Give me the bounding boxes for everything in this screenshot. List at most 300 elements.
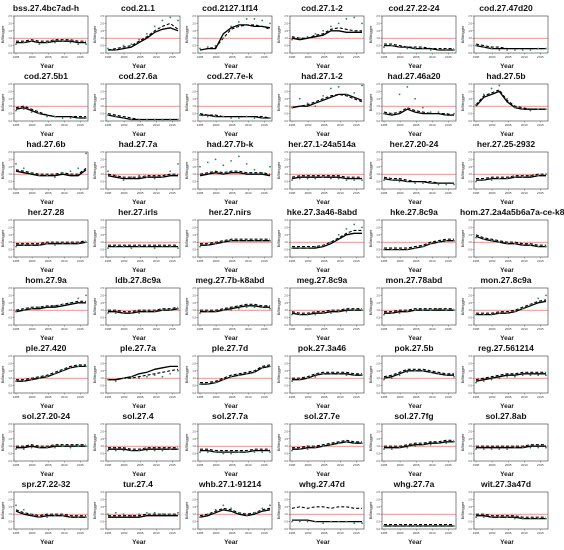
chart-panel [92,139,184,207]
observed-point [522,108,524,110]
observed-point [475,516,477,518]
y-axis-label: B/Btrigger [0,161,5,180]
y-axis-label: B/Btrigger [184,365,189,384]
plot-frame [198,424,272,461]
x-tick-label: 2010 [520,395,528,399]
observed-point [414,182,416,184]
observed-point [222,379,224,381]
x-tick-label: 2005 [320,531,328,535]
observed-point [383,179,385,181]
observed-point [545,374,547,376]
x-tick-label: 2000 [396,259,404,263]
y-tick-label: 1.0 [8,105,12,109]
chart-panel [368,411,460,479]
observed-point [445,49,447,51]
x-tick-label: 2015 [77,327,84,331]
x-tick-label: 2005 [136,55,144,59]
y-tick-label: 1.5 [468,301,472,305]
x-tick-label: 2005 [136,463,144,467]
observed-point [115,246,117,248]
observed-point [537,175,539,177]
observed-point [162,20,164,22]
y-tick-label: 0.0 [376,256,380,259]
x-tick-label: 1995 [288,327,296,331]
y-tick-label: 0.5 [192,316,196,320]
x-tick-label: 2010 [520,531,528,535]
observed-point [307,247,309,249]
y-tick-label: 0.5 [468,112,472,116]
x-tick-label: 1995 [288,531,296,535]
y-tick-label: 1.5 [284,301,288,305]
x-tick-label: 2000 [212,259,220,263]
observed-point [361,522,363,524]
observed-point [475,448,477,450]
x-tick-label: 2000 [304,463,312,467]
y-tick-label: 1.5 [8,97,12,101]
x-tick-label: 2015 [261,191,268,195]
y-tick-label: 2.5 [100,355,104,358]
y-tick-label: 2.5 [100,287,104,290]
observed-point [475,314,477,316]
x-tick-label: 2000 [304,395,312,399]
panel-title: her.27.nirs [208,207,252,217]
y-tick-label: 0.5 [468,248,472,252]
observed-point [346,18,348,20]
chart-panel [460,3,552,71]
x-tick-label: 2015 [261,327,268,331]
observed-point [207,451,209,453]
y-axis-label: B/Btrigger [460,229,465,248]
observed-point [391,113,393,115]
panel-title: meg.27.7b-k8abd [195,275,265,285]
observed-point [70,302,72,304]
y-tick-label: 1.5 [192,301,196,305]
observed-point [177,20,179,22]
observed-point [299,37,301,39]
y-tick-label: 0.0 [8,188,12,191]
y-tick-label: 1.5 [468,505,472,509]
y-tick-label: 0.5 [376,180,380,184]
x-tick-label: 2005 [228,55,236,59]
x-axis-label: Year [40,539,54,546]
observed-point [514,376,516,378]
observed-point [453,49,455,51]
y-tick-label: 0.0 [284,188,288,191]
observed-point [215,451,217,453]
x-tick-label: 2000 [304,531,312,535]
x-tick-label: 2015 [537,191,544,195]
x-tick-label: 2010 [520,55,528,59]
x-axis-label: Year [316,403,330,410]
observed-point [530,244,532,246]
x-tick-label: 2000 [212,123,220,127]
y-tick-label: 0.0 [192,460,196,463]
x-tick-label: 2005 [320,463,328,467]
y-tick-label: 0.5 [468,180,472,184]
observed-point [230,25,232,27]
observed-point [399,374,401,376]
observed-point [322,373,324,375]
y-tick-label: 0.0 [100,120,104,123]
y-tick-label: 1.5 [376,505,380,509]
panel-title: ple.27.7d [211,343,249,353]
plot-area [368,149,460,207]
observed-point [169,309,171,311]
observed-point [430,243,432,245]
y-tick-label: 1.0 [284,241,288,245]
observed-point [130,515,132,517]
observed-point [498,241,500,243]
panel-title: cod.27.7e-k [206,71,254,81]
chart-panel [92,343,184,411]
observed-point [62,303,64,305]
observed-point [383,46,385,48]
y-tick-label: 0.5 [468,452,472,456]
x-tick-label: 2010 [336,191,344,195]
observed-point [123,45,125,47]
panel-title: meg.27.8c9a [296,275,348,285]
observed-point [177,512,179,514]
observed-point [483,516,485,518]
plot-frame [290,220,364,257]
y-tick-label: 2.5 [284,287,288,290]
observed-point [54,305,56,307]
observed-point [422,246,424,248]
y-tick-label: 0.5 [468,520,472,524]
plot-frame [106,424,180,461]
chart-panel [0,71,92,139]
x-axis-label: Year [408,335,422,342]
y-tick-label: 1.0 [192,309,196,313]
x-tick-label: 1995 [380,55,388,59]
y-tick-label: 1.5 [376,29,380,33]
y-axis-label: B/Btrigger [368,93,373,112]
x-axis-label: Year [316,335,330,342]
y-tick-label: 1.5 [192,29,196,33]
observed-point [207,161,209,163]
observed-point [54,176,56,178]
observed-point [138,513,140,515]
x-tick-label: 2015 [77,55,84,59]
panel-title: bss.27.4bc7ad-h [12,3,80,13]
y-axis-label: B/Btrigger [0,25,5,44]
x-axis-label: Year [500,403,514,410]
x-tick-label: 2000 [28,531,36,535]
observed-point [254,169,256,171]
x-tick-label: 2005 [412,259,420,263]
y-axis-label: B/Btrigger [0,365,5,384]
observed-point [506,49,508,51]
observed-point [38,175,40,177]
observed-point [498,49,500,51]
y-tick-label: 1.5 [100,369,104,373]
y-axis-label: B/Btrigger [92,297,97,316]
observed-point [138,450,140,452]
panel-title: had.27.7b-k [206,139,254,149]
observed-point [269,240,271,242]
x-tick-label: 2010 [244,123,252,127]
panel-title: wit.27.3a47d [480,479,532,489]
y-axis-label: B/Btrigger [92,229,97,248]
observed-point [23,448,25,450]
plot-area [92,421,184,479]
observed-point [246,18,248,20]
y-axis-label: B/Btrigger [368,229,373,248]
y-tick-label: 0.5 [8,452,12,456]
observed-point [422,309,424,311]
plot-frame [474,288,548,325]
y-tick-label: 0.5 [284,384,288,388]
observed-point [291,521,293,523]
x-tick-label: 2015 [77,395,84,399]
panel-title: cod.27.5b1 [24,71,68,81]
y-tick-label: 1.5 [192,97,196,101]
plot-frame [14,492,88,529]
y-tick-label: 2.5 [376,219,380,222]
observed-point [138,312,140,314]
y-tick-label: 1.5 [468,97,472,101]
y-tick-label: 1.0 [100,309,104,313]
observed-point [491,179,493,181]
y-tick-label: 2.5 [284,491,288,494]
chart-panel [184,411,276,479]
x-tick-label: 2010 [244,531,252,535]
y-tick-label: 2.0 [468,362,472,366]
observed-point [46,116,48,118]
y-tick-label: 1.5 [468,165,472,169]
y-axis-label: B/Btrigger [92,25,97,44]
series-line-solid [476,301,546,314]
observed-point [338,373,340,375]
x-tick-label: 2000 [488,191,496,195]
x-axis-label: Year [132,131,146,138]
observed-point [107,48,109,50]
observed-point [230,117,232,119]
y-tick-label: 1.5 [8,233,12,237]
observed-point [107,450,109,452]
y-tick-label: 0.5 [468,384,472,388]
y-tick-label: 1.0 [8,377,12,381]
x-tick-label: 2010 [60,55,68,59]
x-axis-label: Year [40,267,54,274]
observed-point [23,42,25,44]
y-tick-label: 2.5 [468,83,472,86]
y-tick-label: 1.0 [376,513,380,517]
panel-title: had.27.1-2 [301,71,343,81]
y-tick-label: 2.0 [376,90,380,94]
y-tick-label: 0.0 [100,256,104,259]
observed-point [46,305,48,307]
y-tick-label: 1.0 [8,173,12,177]
x-axis-label: Year [500,335,514,342]
y-tick-label: 1.5 [468,29,472,33]
chart-panel [184,139,276,207]
observed-point [215,509,217,511]
observed-point [506,243,508,245]
observed-point [238,21,240,23]
y-axis-label: B/Btrigger [460,161,465,180]
plot-area [460,149,552,207]
observed-point [422,107,424,109]
y-tick-label: 2.0 [468,158,472,162]
x-tick-label: 2010 [244,395,252,399]
x-tick-label: 2010 [520,259,528,263]
observed-point [453,240,455,242]
y-tick-label: 2.5 [8,151,12,154]
y-tick-label: 2.5 [8,491,12,494]
observed-point [346,374,348,376]
y-axis-label: B/Btrigger [460,25,465,44]
observed-point [154,374,156,376]
x-tick-label: 1995 [472,123,480,127]
chart-panel [184,3,276,71]
observed-point [514,518,516,520]
y-tick-label: 1.5 [376,437,380,441]
y-tick-label: 2.0 [284,430,288,434]
x-tick-label: 2000 [304,55,312,59]
y-tick-label: 2.5 [100,423,104,426]
y-tick-label: 1.0 [284,513,288,517]
plot-frame [290,288,364,325]
y-tick-label: 0.5 [100,180,104,184]
y-tick-label: 2.5 [192,423,196,426]
y-tick-label: 2.5 [376,355,380,358]
plot-frame [290,16,364,53]
x-tick-label: 2010 [152,395,160,399]
plot-area [368,81,460,139]
panel-title: mon.27.78abd [385,275,443,285]
observed-point [246,116,248,118]
observed-point [146,450,148,452]
y-tick-label: 0.5 [376,112,380,116]
y-axis-label: B/Btrigger [92,365,97,384]
x-tick-label: 1995 [288,259,296,263]
observed-point [107,247,109,249]
y-tick-label: 0.0 [192,256,196,259]
observed-point [483,93,485,95]
observed-point [346,228,348,230]
observed-point [107,114,109,116]
plot-frame [106,356,180,393]
chart-panel [368,207,460,275]
y-axis-label: B/Btrigger [368,161,373,180]
observed-point [361,227,363,229]
y-tick-label: 0.0 [284,52,288,55]
y-tick-label: 0.0 [468,256,472,259]
y-tick-label: 0.0 [468,392,472,395]
y-tick-label: 1.0 [192,513,196,517]
observed-point [199,451,201,453]
y-tick-label: 1.5 [8,369,12,373]
y-tick-label: 2.5 [376,151,380,154]
observed-point [146,176,148,178]
observed-point [238,156,240,158]
chart-panel [276,139,368,207]
observed-point [207,311,209,313]
observed-point [338,311,340,313]
observed-point [383,448,385,450]
observed-point [15,246,17,248]
y-tick-label: 1.0 [192,105,196,109]
observed-point [438,442,440,444]
x-tick-label: 1995 [12,395,20,399]
observed-point [85,43,87,45]
y-tick-label: 0.5 [192,452,196,456]
y-tick-label: 0.0 [100,460,104,463]
observed-point [383,525,385,527]
observed-point [222,116,224,118]
y-tick-label: 0.5 [284,316,288,320]
x-tick-label: 2005 [228,395,236,399]
plot-area [460,81,552,139]
y-tick-label: 0.5 [284,452,288,456]
y-tick-label: 2.0 [100,90,104,94]
x-tick-label: 1995 [196,395,204,399]
panel-title: whg.27.7a [393,479,435,489]
y-tick-label: 0.5 [284,112,288,116]
y-tick-label: 1.0 [468,513,472,517]
y-axis-label: B/Btrigger [0,297,5,316]
x-tick-label: 2015 [445,191,452,195]
y-tick-label: 2.0 [468,498,472,502]
y-tick-label: 1.0 [376,105,380,109]
observed-point [475,181,477,183]
x-tick-label: 2015 [261,55,268,59]
observed-point [338,178,340,180]
observed-point [453,525,455,527]
observed-point [54,373,56,375]
y-axis-label: B/Btrigger [460,365,465,384]
chart-panel [276,479,368,547]
plot-frame [382,220,456,257]
observed-point [291,179,293,181]
x-tick-label: 2005 [412,55,420,59]
plot-frame [14,424,88,461]
observed-point [330,178,332,180]
observed-point [162,176,164,178]
x-tick-label: 2010 [336,327,344,331]
observed-point [77,117,79,119]
plot-frame [290,152,364,189]
series-line-dashed [200,365,270,383]
observed-point [291,247,293,249]
panel-title: had.27.46a20 [387,71,441,81]
y-tick-label: 1.0 [468,377,472,381]
y-tick-label: 1.0 [192,173,196,177]
observed-point [530,518,532,520]
y-tick-label: 0.5 [192,520,196,524]
y-tick-label: 1.0 [8,445,12,449]
x-tick-label: 2010 [520,463,528,467]
series-line-solid [384,179,454,184]
observed-point [169,170,171,172]
y-tick-label: 1.5 [284,29,288,33]
x-tick-label: 1995 [288,191,296,195]
observed-point [491,448,493,450]
x-axis-label: Year [132,267,146,274]
x-tick-label: 1995 [196,327,204,331]
observed-point [330,312,332,314]
observed-point [545,48,547,50]
observed-point [70,170,72,172]
observed-point [399,181,401,183]
observed-point [177,119,179,121]
series-line-dashed [108,307,178,312]
x-tick-label: 2015 [169,327,176,331]
x-tick-label: 2000 [28,395,36,399]
chart-panel [184,207,276,275]
observed-point [498,312,500,314]
